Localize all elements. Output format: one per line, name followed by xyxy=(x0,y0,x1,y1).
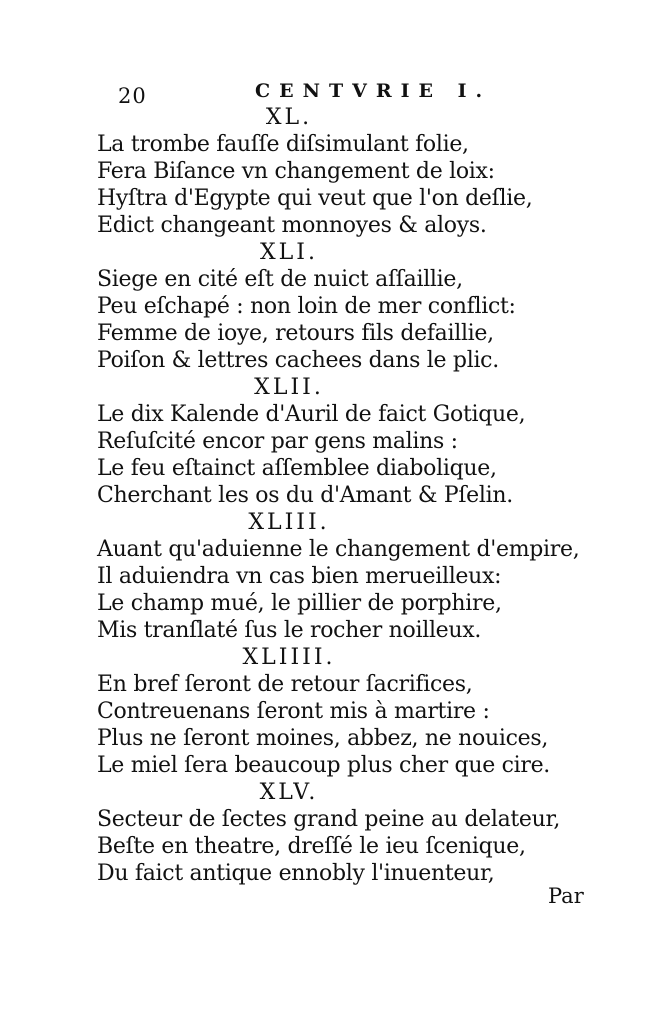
text-block xyxy=(97,104,580,887)
verse-line: Le miel ſera beaucoup plus cher que cire. xyxy=(97,753,550,778)
running-head: CENTVRIE I. xyxy=(255,80,492,102)
verse-line: Du faict antique ennobly l'inuenteur, xyxy=(97,861,495,886)
verse-line: Peu eſchapé : non loin de mer conflict: xyxy=(97,294,516,319)
verse-line: Edict changeant monnoyes & aloys. xyxy=(97,213,487,238)
catchword: Par xyxy=(548,884,584,908)
quatrain-heading: XLII. xyxy=(254,375,324,400)
verse-line: La trombe fauſſe diſsimulant folie, xyxy=(97,132,469,157)
verse-line: Femme de ioye, retours fils defaillie, xyxy=(97,321,494,346)
verse-line: Plus ne ſeront moines, abbez, ne nouices, xyxy=(97,726,549,751)
page-number: 20 xyxy=(118,84,147,108)
verse-line: Hyſtra d'Egypte qui veut que l'on deſlie, xyxy=(97,186,533,211)
verse-line: Poiſon & lettres cachees dans le plic. xyxy=(97,348,499,373)
verse-line: Le champ mué, le pillier de porphire, xyxy=(97,591,502,616)
verse-line: Reſuſcité encor par gens malins : xyxy=(97,429,458,454)
verse-line: Secteur de ſectes grand peine au delateur, xyxy=(97,807,561,832)
verse-line: Siege en cité eſt de nuict aſſaillie, xyxy=(97,267,463,292)
verse-line: Beſte en theatre, dreſſé le ieu ſcenique, xyxy=(97,834,526,859)
verse-line: Cherchant les os du d'Amant & Pſelin. xyxy=(97,483,513,508)
verse-line: Fera Biſance vn changement de loix: xyxy=(97,159,495,184)
verse-line: Il aduiendra vn cas bien merueilleux: xyxy=(97,564,502,589)
verse-line: En bref ſeront de retour ſacrifices, xyxy=(97,672,473,697)
verse-line: Contreuenans ſeront mis à martire : xyxy=(97,699,490,724)
quatrain-heading: XLI. xyxy=(260,240,318,265)
verse-line: Le feu eſtainct aſſemblee diabolique, xyxy=(97,456,497,481)
verse-line: Auant qu'aduienne le changement d'empire, xyxy=(97,537,580,562)
quatrain-heading: XLV. xyxy=(259,780,319,805)
quatrain-heading: XLIIII. xyxy=(242,645,336,670)
quatrain-heading: XL. xyxy=(265,105,313,130)
verse-line: Le dix Kalende d'Auril de faict Gotique, xyxy=(97,402,526,427)
verse-line: Mis tranſlaté ſus le rocher noilleux. xyxy=(97,618,482,643)
quatrain-heading: XLIII. xyxy=(248,510,330,535)
